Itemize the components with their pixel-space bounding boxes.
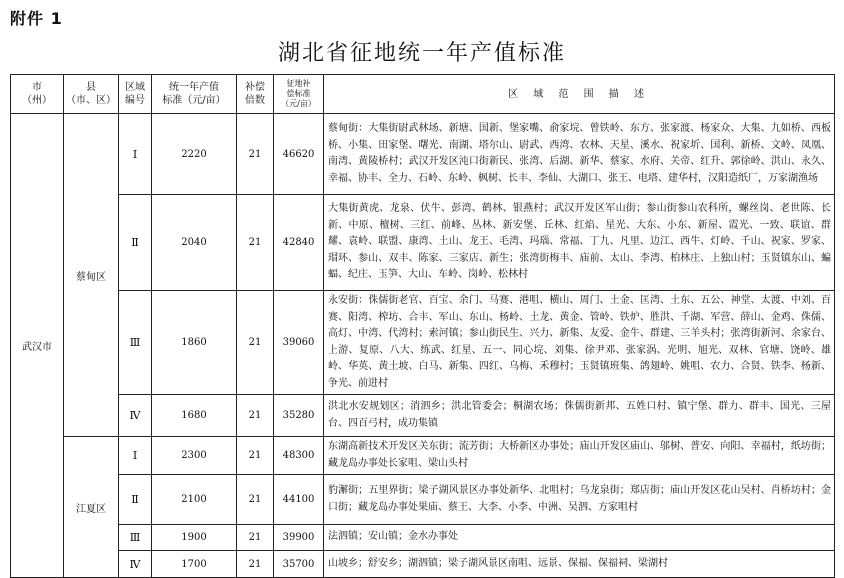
table-row [11,525,835,551]
compensation-cell: 39060 [274,291,324,395]
header-zone: 区域 编号 [119,75,152,114]
table-row [11,114,835,195]
zone-cell: Ⅳ [119,551,152,578]
zone-cell: Ⅲ [119,291,152,395]
header-row [11,75,835,114]
multiple-cell: 21 [237,195,274,291]
header-city: 市 （州） [11,75,64,114]
table-row [11,475,835,525]
value-cell: 1860 [152,291,237,395]
header-county: 县 （市、区） [64,75,119,114]
header-description: 区 域 范 围 描 述 [324,75,835,114]
multiple-cell: 21 [237,437,274,475]
header-annual-value: 统一年产值 标准（元/亩） [152,75,237,114]
value-cell: 2100 [152,475,237,525]
value-cell: 1900 [152,525,237,551]
table-row [11,437,835,475]
table-row [11,551,835,578]
document-title: 湖北省征地统一年产值标准 [277,41,566,66]
compensation-cell: 35280 [274,395,324,437]
table-row [11,395,835,437]
value-cell: 2040 [152,195,237,291]
description-cell: 东湖高新技术开发区关东街；流芳街；大桥新区办事处；庙山开发区庙山、邬树、普安、向阳、幸福村，纸坊街；藏龙岛办事处长家咀、梁山头村 [324,437,835,475]
compensation-cell: 35700 [274,551,324,578]
description-cell: 蔡甸街：大集街尉武林场、新塘、国新、堡家嘴、俞家垸、曾铁岭、东方、张家渡、杨家众、大集、九如桥、西板桥、小集、田家堡、曙光、南湖、塔尔山、尉武、西湾、农林、天星、溪水、祝家圻、国利、新桥、文岭、凤凰、南湾、黄陵桥村；武汉开发区沌口街新民、张湾、后湖、新华、蔡家、水府、关帝、红升、郭徐岭、洪山、永久、幸福、协丰、全力、石岭、东岭、枫树、长丰、李仙、大湖口、张王、电塔、建华村，汉阳造纸厂，万家湖渔场 [324,114,835,195]
compensation-cell: 44100 [274,475,324,525]
zone-cell: Ⅱ [119,475,152,525]
standards-table [10,74,835,578]
zone-cell: Ⅰ [119,114,152,195]
city-cell: 武汉市 [11,114,64,578]
value-cell: 1700 [152,551,237,578]
multiple-cell: 21 [237,395,274,437]
multiple-cell: 21 [237,551,274,578]
description-cell: 山坡乡；舒安乡；湖泗镇；梁子湖风景区南咀、远景、保福、保福祠、梁湖村 [324,551,835,578]
value-cell: 2300 [152,437,237,475]
description-cell: 大集街黄虎、龙泉、伏牛、彭湾、鹤林、银燕村；武汉开发区军山街；参山街参山农科所，螺丝岗、老世陈、长新、中原、檀树、三红、前峰、丛林、新安堡、丘林、红焰、星光、大东、小东、新屋、霞光、一致、联谊、群耀、袁岭、联盟、康湾、土山、龙王、毛湾、玛瑙、常福、丁九、凡里、边江、西牛、灯岭、千山、祝家、罗家、瑁环、参山、双丰、陈家、三家店、新生；张湾街梅丰、庙前、太山、李湾、柏林庄、上独山村；玉贤镇东山、蝙蝠、纪庄、玉笋、大山、车岭、岗岭、松林村 [324,195,835,291]
table-row [11,195,835,291]
multiple-cell: 21 [237,291,274,395]
compensation-cell: 42840 [274,195,324,291]
value-cell: 2220 [152,114,237,195]
compensation-cell: 46620 [274,114,324,195]
zone-cell: Ⅰ [119,437,152,475]
header-multiple: 补偿 倍数 [237,75,274,114]
table-row [11,291,835,395]
compensation-cell: 48300 [274,437,324,475]
attachment-label: 附件 1 [10,9,63,28]
county-cell: 蔡甸区 [64,114,119,437]
multiple-cell: 21 [237,114,274,195]
multiple-cell: 21 [237,475,274,525]
value-cell: 1680 [152,395,237,437]
multiple-cell: 21 [237,525,274,551]
description-cell: 永安街：侏儒街老官、百宝、余门、马赛、港咀、横山、周门、土金、匡湾、土东、五公、神堂、太渡、中刘、百赛、阳湾、榨坊、合丰、军山、东山、杨岭、土龙、黄金、管岭、铁炉、胜洪、千湖、军营、薛山、金鸡、侏儒、高灯、中湾、代湾村；索河镇；参山街民生、兴力、新集、友爱、金牛、群建、三羊头村；张湾街新河、余家台、上游、复原、八大、练武、红星、五一、同心垸、刘集、徐尹邓、张家涡、光明、旭光、双林、官塘、饶岭、雄岭、华英、黄土坡、白马、新集、四红、乌梅、禾穆村；玉贤镇班集、鸽翅岭、姚咀、农力、合贤、铁李、杨新、争光、前进村 [324,291,835,395]
description-cell: 法泗镇；安山镇；金水办事处 [324,525,835,551]
county-cell: 江夏区 [64,437,119,578]
description-cell: 洪北水安规划区；消泗乡；洪北管委会；桐湖农场；侏儒街新邦、五姓口村、镇宁堡、群力、群丰、国光、三屋台、四百弓村，成功集镇 [324,395,835,437]
description-cell: 豹澥街；五里界街；梁子湖风景区办事处新华、北咀村；乌龙泉街；郑店街；庙山开发区花山吴村、肖桥坊村；金口街；藏龙岛办事处果庙、蔡王、大李、小李、中洲、吴泗、方家咀村 [324,475,835,525]
zone-cell: Ⅲ [119,525,152,551]
compensation-cell: 39900 [274,525,324,551]
header-compensation: 征地补 偿标准 （元/亩） [274,75,324,114]
zone-cell: Ⅳ [119,395,152,437]
zone-cell: Ⅱ [119,195,152,291]
